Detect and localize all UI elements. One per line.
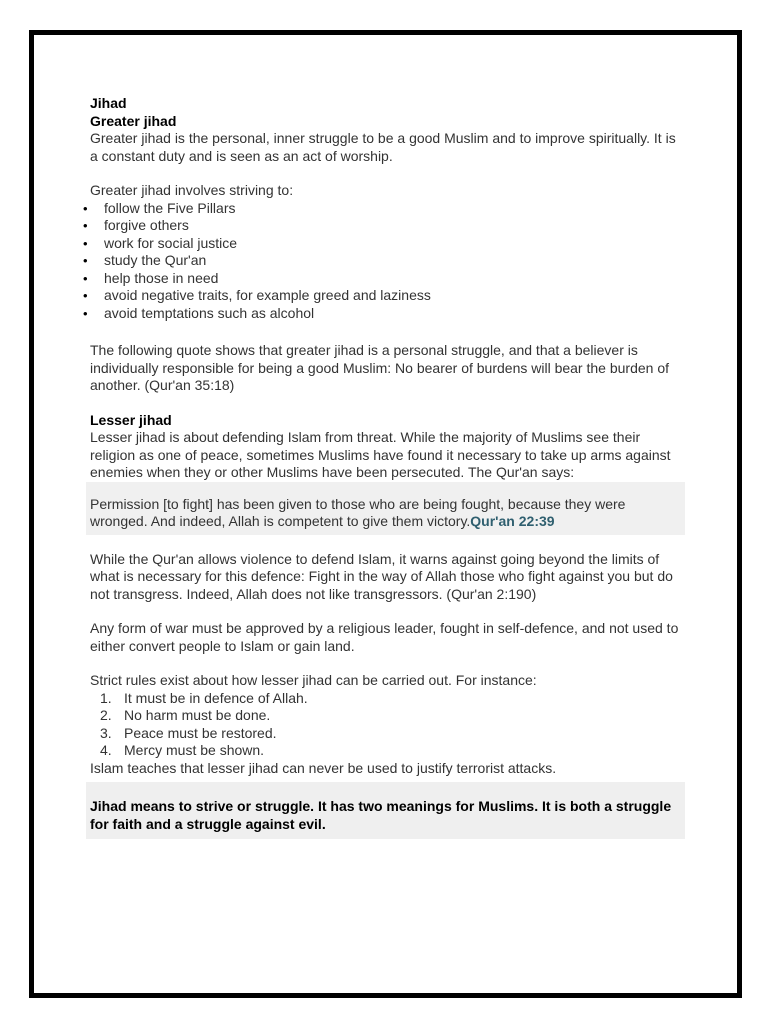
- lesser-jihad-intro: Lesser jihad is about defending Islam from threat. While the majority of Muslims see their religion as one of peace, sometimes Muslims have found it necessary to take up arms against enemies when they or other Muslims have been persecuted. The Qur'an says:: [90, 429, 671, 480]
- lesser-jihad-violence-paragraph: While the Qur'an allows violence to defend Islam, it warns against going beyond the limits of what is necessary for this defence: Fight in the way of Allah those who fight against you but do not transgress. Indeed, Allah does not like transgressors. (Qur'an 2:190): [90, 550, 673, 602]
- greater-jihad-intro: Greater jihad is the personal, inner struggle to be a good Muslim and to improve spiritually. It is a constant duty and is seen as an act of worship.: [90, 130, 676, 164]
- document-title: Jihad: [90, 95, 127, 111]
- list-item: 3. Peace must be restored.: [100, 724, 277, 741]
- greater-jihad-list-intro: Greater jihad involves striving to:: [90, 182, 294, 198]
- list-item: • avoid negative traits, for example greed and laziness: [83, 287, 431, 303]
- list-item: 4. Mercy must be shown.: [100, 742, 265, 758]
- list-item: 1. It must be in defence of Allah.: [100, 689, 308, 706]
- list-item: • avoid temptations such as alcohol: [83, 304, 315, 321]
- summary-text: Jihad means to strive or struggle. It has two meanings for Muslims. It is both a struggle for faith and a struggle against evil.: [90, 798, 672, 832]
- list-item: • work for social justice: [83, 234, 238, 251]
- bullet-icon: •: [83, 305, 88, 321]
- document-page: [29, 30, 742, 998]
- list-item: 2. No harm must be done.: [100, 707, 271, 723]
- bullet-icon: •: [83, 288, 88, 303]
- document-content: [83, 95, 680, 839]
- list-item: • help those in need: [83, 269, 219, 286]
- quran-quote-box: [86, 482, 685, 535]
- list-item: • follow the Five Pillars: [83, 199, 236, 216]
- lesser-jihad-war-paragraph: Any form of war must be approved by a religious leader, fought in self-defence, and not used to either convert people to Islam or gain land.: [90, 620, 679, 654]
- list-item: • forgive others: [83, 217, 189, 233]
- bullet-icon: •: [83, 235, 88, 251]
- bullet-icon: •: [83, 253, 88, 268]
- lesser-jihad-rules-intro: Strict rules exist about how lesser jihad can be carried out. For instance:: [90, 672, 537, 688]
- greater-jihad-quote-paragraph: The following quote shows that greater jihad is a personal struggle, and that a believer is individually responsible for being a good Muslim: No bearer of burdens will bear the burden of another. (Qur'an 35:18): [90, 342, 669, 393]
- lesser-jihad-rules-list: [90, 690, 680, 760]
- greater-jihad-list: [83, 199, 680, 323]
- quran-quote-reference: Qur'an 22:39: [470, 513, 555, 529]
- bullet-icon: •: [83, 218, 88, 233]
- summary-box: [86, 782, 685, 839]
- bullet-icon: •: [83, 200, 88, 216]
- quran-quote-text: Permission [to fight] has been given to those who are being fought, because they were wronged. And indeed, Allah is competent to give them victory.: [90, 495, 626, 529]
- lesser-jihad-rules-outro: Islam teaches that lesser jihad can never be used to justify terrorist attacks.: [90, 759, 557, 776]
- bullet-icon: •: [83, 270, 88, 286]
- greater-jihad-heading: Greater jihad: [90, 112, 177, 129]
- list-item: • study the Qur'an: [83, 252, 207, 268]
- lesser-jihad-heading: Lesser jihad: [90, 411, 172, 428]
